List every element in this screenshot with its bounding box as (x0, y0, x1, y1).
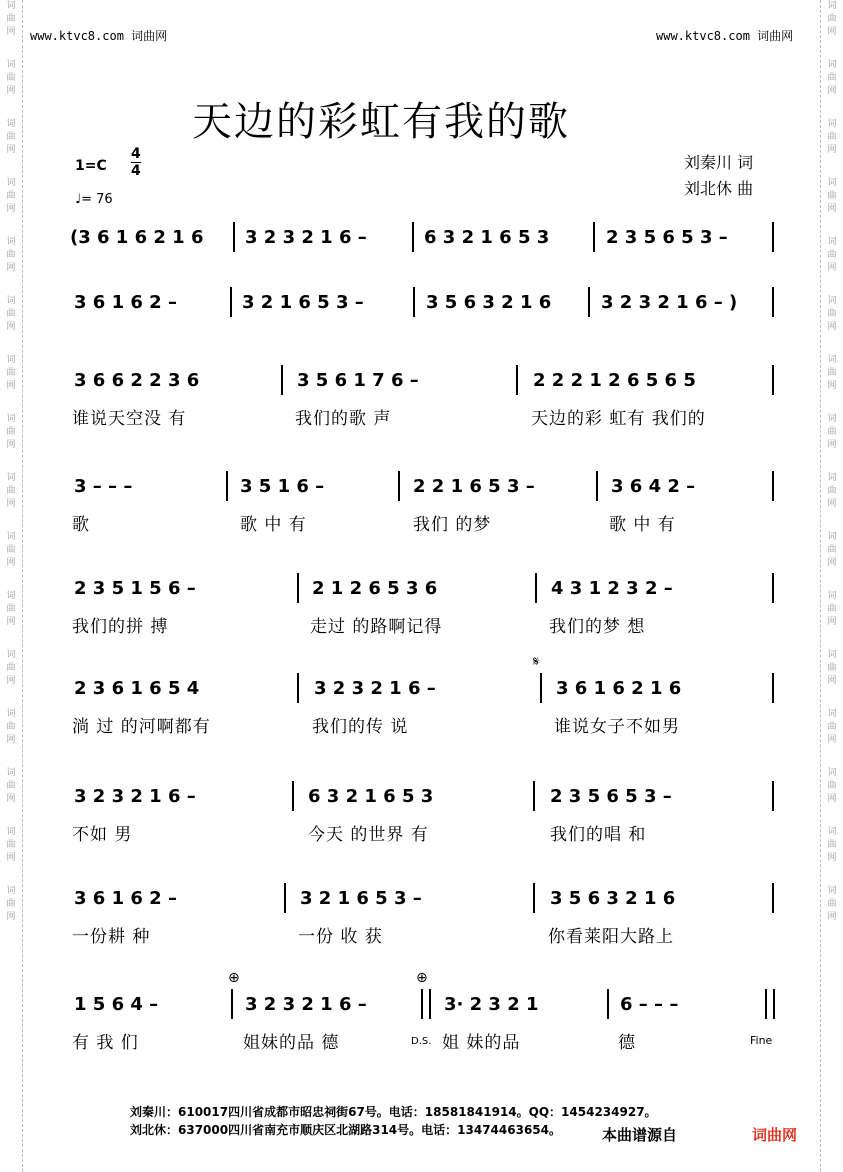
watermark-char: 曲 (6, 368, 16, 378)
watermark-char: 词 (827, 591, 837, 601)
measure: 3 6 1 6 2 – (74, 888, 177, 909)
watermark-char: 曲 (6, 427, 16, 437)
watermark-char: 曲 (6, 14, 16, 24)
watermark-char: 网 (827, 558, 837, 568)
watermark-char: 网 (827, 735, 837, 745)
source-label: 本曲谱源自 (602, 1126, 678, 1144)
lyric-line: 歌 (72, 515, 90, 535)
measure: (3 6 1 6 2 1 6 (70, 227, 204, 248)
watermark-char: 词 (827, 1, 837, 11)
watermark-char: 网 (6, 499, 16, 509)
watermark-char: 词 (827, 355, 837, 365)
right-watermark-strip (820, 0, 843, 1172)
lyric-line: 走过 的路啊记得 (310, 617, 443, 637)
watermark-char: 词 (827, 650, 837, 660)
measure: 2 2 1 6 5 3 – (413, 476, 535, 497)
composer-credit: 刘北休 曲 (684, 179, 754, 198)
barline (772, 673, 774, 703)
barline (398, 471, 400, 501)
lyric-line: 我们的梦 想 (549, 617, 646, 637)
measure: 3 2 3 2 1 6 – (74, 786, 196, 807)
watermark-char: 词 (827, 178, 837, 188)
watermark-char: 网 (827, 794, 837, 804)
lyric-line: 我们的传 说 (312, 717, 409, 737)
watermark-char: 词 (6, 827, 16, 837)
lyric-line: 姐妹的品 德 (243, 1033, 340, 1053)
watermark-char: 网 (6, 794, 16, 804)
watermark-char: 词 (6, 473, 16, 483)
watermark-char: 网 (6, 322, 16, 332)
watermark-char: 网 (827, 27, 837, 37)
time-signature-bottom: 4 (131, 163, 141, 179)
lyric-line: 天边的彩 虹有 我们的 (531, 409, 706, 429)
watermark-char: 网 (6, 558, 16, 568)
barline (297, 673, 299, 703)
watermark-char: 曲 (6, 781, 16, 791)
lyric-line: 我们 的梦 (413, 515, 492, 535)
lyric-line: 你看莱阳大路上 (548, 927, 674, 947)
measure: 3 2 3 2 1 6 – ) (601, 292, 738, 313)
barline (230, 287, 232, 317)
measure: 3 2 1 6 5 3 – (300, 888, 422, 909)
watermark-char: 曲 (827, 309, 837, 319)
barline (226, 471, 228, 501)
watermark-char: 词 (6, 414, 16, 424)
watermark-char: 词 (6, 591, 16, 601)
watermark-char: 词 (827, 237, 837, 247)
measure: 3 5 6 3 2 1 6 (550, 888, 676, 909)
watermark-char: 曲 (827, 368, 837, 378)
measure: 3 6 1 6 2 – (74, 292, 177, 313)
watermark-char: 词 (6, 237, 16, 247)
watermark-char: 网 (827, 322, 837, 332)
watermark-char: 曲 (6, 132, 16, 142)
watermark-char: 曲 (6, 73, 16, 83)
final-barline (765, 989, 775, 1019)
watermark-char: 网 (6, 263, 16, 273)
watermark-char: 网 (6, 735, 16, 745)
measure: 3 5 1 6 – (240, 476, 325, 497)
barline (292, 781, 294, 811)
measure: 2 3 6 1 6 5 4 (74, 678, 200, 699)
barline (533, 781, 535, 811)
barline (772, 365, 774, 395)
watermark-char: 曲 (6, 604, 16, 614)
measure: 1 5 6 4 – (74, 994, 159, 1015)
barline (412, 222, 414, 252)
double-barline (421, 989, 431, 1019)
watermark-char: 词 (6, 532, 16, 542)
watermark-char: 曲 (6, 309, 16, 319)
watermark-char: 曲 (827, 899, 837, 909)
barline (297, 573, 299, 603)
watermark-char: 网 (827, 145, 837, 155)
measure: 3 2 3 2 1 6 – (245, 994, 367, 1015)
lyric-line: 歌 中 有 (609, 515, 676, 535)
key-signature: 1=C (75, 158, 107, 174)
watermark-char: 词 (6, 768, 16, 778)
watermark-char: 词 (827, 709, 837, 719)
watermark-char: 网 (6, 676, 16, 686)
watermark-char: 曲 (6, 486, 16, 496)
watermark-char: 网 (6, 912, 16, 922)
lyric-line: 一份耕 种 (72, 927, 151, 947)
barline (772, 222, 774, 252)
measure: 3 2 1 6 5 3 – (242, 292, 364, 313)
watermark-char: 曲 (827, 604, 837, 614)
watermark-char: 网 (6, 381, 16, 391)
watermark-char: 词 (6, 1, 16, 11)
lyric-line: 不如 男 (72, 825, 133, 845)
measure: 4 3 1 2 3 2 – (551, 578, 673, 599)
watermark-char: 网 (827, 86, 837, 96)
measure: 3 6 6 2 2 3 6 (74, 370, 200, 391)
watermark-char: 曲 (6, 545, 16, 555)
measure: 2 1 2 6 5 3 6 (312, 578, 438, 599)
lyric-line: 一份 收 获 (298, 927, 383, 947)
watermark-char: 曲 (827, 486, 837, 496)
song-title: 天边的彩虹有我的歌 (192, 99, 570, 145)
watermark-char: 曲 (827, 840, 837, 850)
ds-marking: D.S. (411, 1036, 432, 1047)
measure: 3 6 1 6 2 1 6 (556, 678, 682, 699)
watermark-char: 词 (6, 178, 16, 188)
watermark-char: 曲 (6, 840, 16, 850)
lyric-line: 歌 中 有 (240, 515, 307, 535)
measure: 2 3 5 1 5 6 – (74, 578, 196, 599)
measure: 3 2 3 2 1 6 – (245, 227, 367, 248)
lyric-line: 谁说天空没 有 (72, 409, 187, 429)
watermark-char: 词 (6, 650, 16, 660)
composer-contact: 刘北休：637000四川省南充市顺庆区北湖路314号。电话：13474463654。 (130, 1123, 561, 1137)
tempo-marking: ♩= 76 (75, 192, 113, 207)
watermark-char: 曲 (6, 191, 16, 201)
lyricist-credit: 刘秦川 词 (684, 153, 754, 172)
watermark-char: 曲 (827, 132, 837, 142)
lyric-line: 有 我 们 (72, 1033, 139, 1053)
watermark-char: 词 (827, 532, 837, 542)
watermark-char: 曲 (827, 722, 837, 732)
measure: 3 5 6 1 7 6 – (297, 370, 419, 391)
watermark-char: 词 (827, 473, 837, 483)
barline (772, 781, 774, 811)
watermark-char: 曲 (827, 73, 837, 83)
coda-sign: ⊕ (416, 970, 428, 986)
watermark-char: 曲 (6, 250, 16, 260)
watermark-char: 词 (827, 414, 837, 424)
measure: 6 3 2 1 6 5 3 (308, 786, 434, 807)
source-brand-link[interactable]: 词曲网 (752, 1126, 798, 1144)
barline (772, 573, 774, 603)
watermark-char: 网 (827, 617, 837, 627)
barline (772, 883, 774, 913)
time-signature-top: 4 (131, 146, 141, 162)
lyric-line: 我们的拼 搏 (72, 617, 169, 637)
segno-sign: 𝄋 (533, 654, 540, 670)
measure: 6 – – – (620, 994, 679, 1015)
watermark-char: 曲 (827, 427, 837, 437)
lyric-line: 姐 妹的品 (442, 1033, 521, 1053)
watermark-char: 词 (6, 296, 16, 306)
watermark-char: 网 (6, 27, 16, 37)
watermark-char: 词 (827, 827, 837, 837)
lyric-line: 谁说女子不如男 (554, 717, 680, 737)
watermark-char: 词 (827, 296, 837, 306)
lyric-line: 德 (618, 1033, 636, 1053)
measure: 2 3 5 6 5 3 – (550, 786, 672, 807)
barline (533, 883, 535, 913)
barline (281, 365, 283, 395)
barline (772, 471, 774, 501)
measure: 3 6 4 2 – (611, 476, 696, 497)
watermark-char: 曲 (827, 14, 837, 24)
lyric-line: 我们的唱 和 (550, 825, 647, 845)
watermark-char: 网 (6, 440, 16, 450)
watermark-char: 词 (827, 768, 837, 778)
watermark-char: 网 (6, 617, 16, 627)
watermark-char: 网 (827, 263, 837, 273)
watermark-char: 网 (827, 676, 837, 686)
lyricist-contact: 刘秦川：610017四川省成都市昭忠祠街67号。电话：18581841914。QQ：1454234927。 (130, 1105, 657, 1119)
watermark-char: 曲 (827, 781, 837, 791)
watermark-char: 网 (827, 440, 837, 450)
watermark-char: 网 (827, 204, 837, 214)
site-watermark-left[interactable]: www.ktvc8.com 词曲网 (30, 29, 168, 43)
watermark-char: 网 (827, 912, 837, 922)
barline (588, 287, 590, 317)
watermark-char: 曲 (6, 899, 16, 909)
watermark-char: 词 (827, 60, 837, 70)
watermark-char: 曲 (827, 663, 837, 673)
barline (596, 471, 598, 501)
fine-marking: Fine (750, 1034, 773, 1047)
time-signature (131, 146, 141, 179)
barline (593, 222, 595, 252)
barline (516, 365, 518, 395)
watermark-char: 曲 (6, 722, 16, 732)
measure: 2 2 2 1 2 6 5 6 5 (533, 370, 696, 391)
barline (535, 573, 537, 603)
lyric-line: 今天 的世界 有 (308, 825, 429, 845)
watermark-char: 网 (827, 853, 837, 863)
site-watermark-right[interactable]: www.ktvc8.com 词曲网 (656, 29, 794, 43)
watermark-char: 词 (6, 355, 16, 365)
measure: 6 3 2 1 6 5 3 (424, 227, 550, 248)
watermark-char: 网 (6, 145, 16, 155)
measure: 3· 2 3 2 1 (444, 994, 539, 1015)
lyric-line: 我们的歌 声 (295, 409, 392, 429)
barline (772, 287, 774, 317)
measure: 3 5 6 3 2 1 6 (426, 292, 552, 313)
watermark-char: 网 (6, 853, 16, 863)
watermark-char: 网 (827, 381, 837, 391)
measure: 2 3 5 6 5 3 – (606, 227, 728, 248)
watermark-char: 词 (6, 119, 16, 129)
barline (231, 989, 233, 1019)
watermark-char: 网 (827, 499, 837, 509)
coda-sign: ⊕ (228, 970, 240, 986)
watermark-char: 曲 (827, 250, 837, 260)
barline (284, 883, 286, 913)
watermark-char: 词 (827, 886, 837, 896)
watermark-char: 曲 (827, 191, 837, 201)
watermark-char: 网 (6, 86, 16, 96)
watermark-char: 曲 (6, 663, 16, 673)
measure: 3 2 3 2 1 6 – (314, 678, 436, 699)
watermark-char: 网 (6, 204, 16, 214)
watermark-char: 词 (6, 60, 16, 70)
watermark-char: 词 (827, 119, 837, 129)
barline (540, 673, 542, 703)
watermark-char: 词 (6, 709, 16, 719)
barline (413, 287, 415, 317)
watermark-char: 曲 (827, 545, 837, 555)
left-watermark-strip (0, 0, 23, 1172)
barline (607, 989, 609, 1019)
measure: 3 – – – (74, 476, 133, 497)
watermark-char: 词 (6, 886, 16, 896)
barline (233, 222, 235, 252)
lyric-line: 淌 过 的河啊都有 (72, 717, 211, 737)
